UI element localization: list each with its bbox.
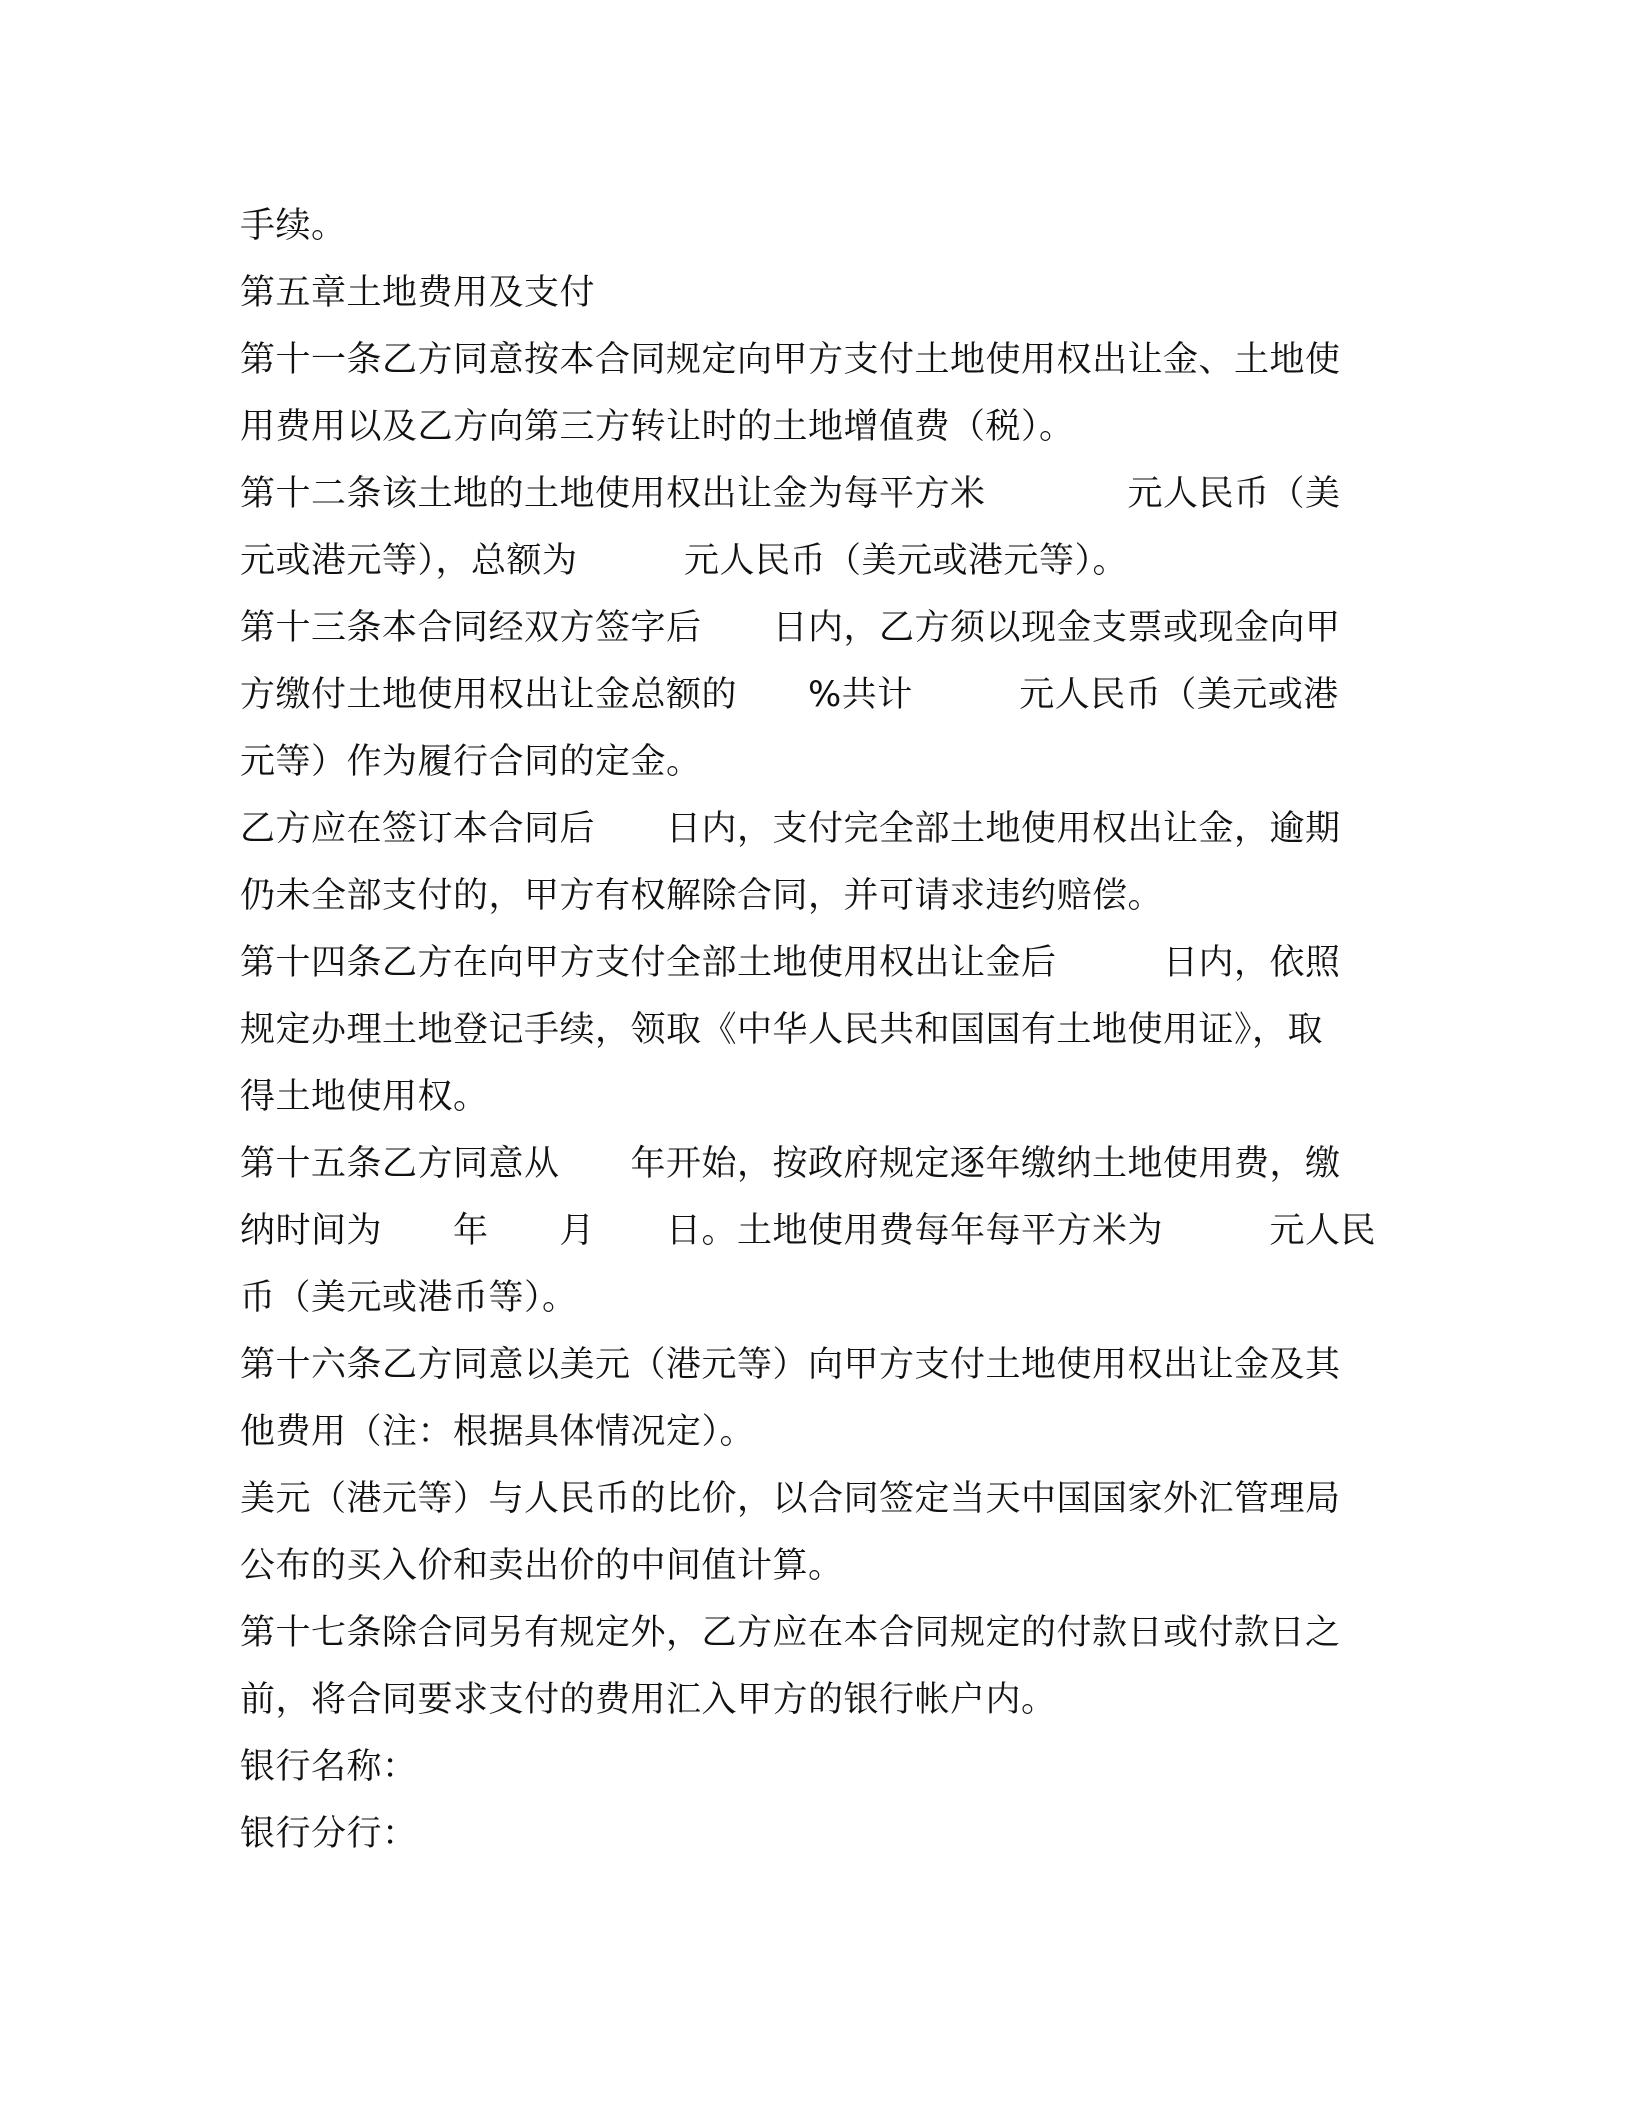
text-line: 第十二条该土地的土地使用权出让金为每平方米 元人民币（美 [240,474,1341,514]
text-line: 第十三条本合同经双方签字后 日内，乙方须以现金支票或现金向甲 [240,608,1341,648]
text-line: 用费用以及乙方向第三方转让时的土地增值费（税）。 [240,407,1075,447]
text-line: 乙方应在签订本合同后 日内，支付完全部土地使用权出让金，逾期 [240,809,1341,849]
text-line: 手续。 [240,206,347,246]
document-page [240,193,1400,1868]
text-line: 第十一条乙方同意按本合同规定向甲方支付土地使用权出让金、土地使 [240,340,1341,380]
text-line: 仍未全部支付的，甲方有权解除合同，并可请求违约赔偿。 [240,876,1164,916]
text-line: 得土地使用权。 [240,1077,489,1117]
text-line: 元或港元等），总额为 元人民币（美元或港元等）。 [240,541,1129,581]
text-line: 前，将合同要求支付的费用汇入甲方的银行帐户内。 [240,1680,1057,1720]
text-line: 方缴付土地使用权出让金总额的 %共计 元人民币（美元或港 [240,675,1339,715]
text-line: 美元（港元等）与人民币的比价，以合同签定当天中国国家外汇管理局 [240,1479,1341,1519]
text-line: 公布的买入价和卖出价的中间值计算。 [240,1546,844,1586]
text-line: 第十五条乙方同意从 年开始，按政府规定逐年缴纳土地使用费，缴 [240,1144,1341,1184]
text-line: 第十六条乙方同意以美元（港元等）向甲方支付土地使用权出让金及其 [240,1345,1341,1385]
text-line: 他费用（注：根据具体情况定）。 [240,1412,756,1452]
text-line: 币（美元或港币等）。 [240,1278,578,1318]
bank-branch-label: 银行分行： [240,1814,418,1854]
text-line: 第十四条乙方在向甲方支付全部土地使用权出让金后 日内，依照 [240,943,1341,983]
text-line: 规定办理土地登记手续，领取《中华人民共和国国有土地使用证》，取 [240,1010,1324,1050]
text-line: 第十七条除合同另有规定外，乙方应在本合同规定的付款日或付款日之 [240,1613,1341,1653]
text-line: 元等）作为履行合同的定金。 [240,742,702,782]
text-line: 纳时间为 年 月 日。土地使用费每年每平方米为 元人民 [240,1211,1377,1251]
bank-name-label: 银行名称： [240,1747,418,1787]
chapter-heading: 第五章土地费用及支付 [240,273,596,313]
